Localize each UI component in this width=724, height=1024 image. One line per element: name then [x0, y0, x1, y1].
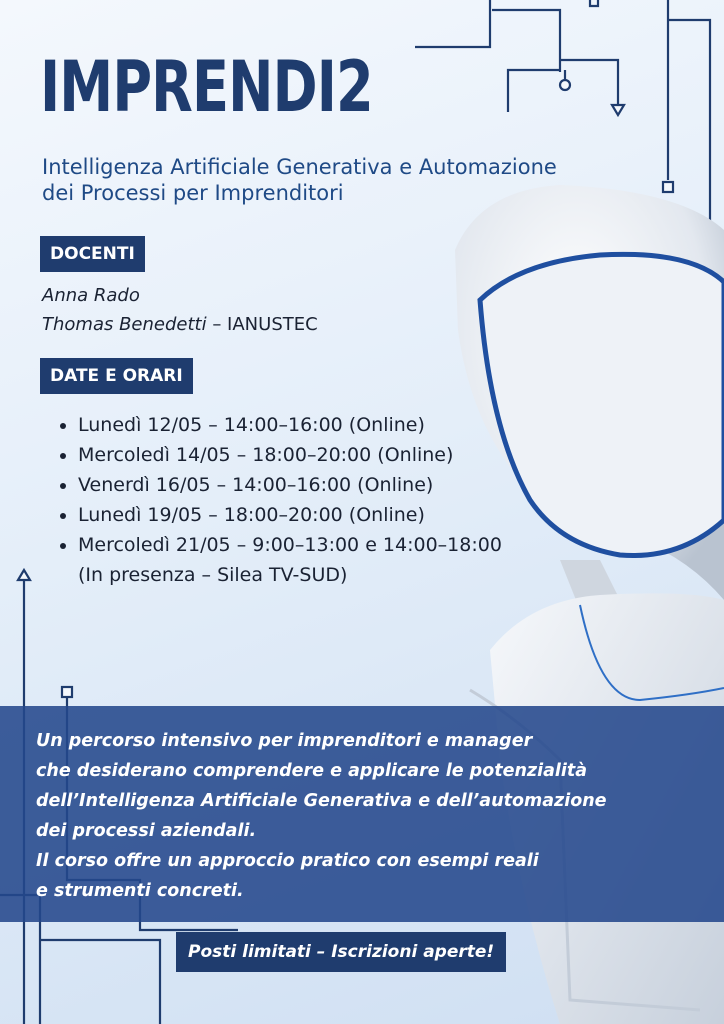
course-description — [36, 726, 706, 906]
schedule-item: • Mercoledì 21/05 – 9:00–13:00 e 14:00–18:00 (In presenza – Silea TV-SUD) — [78, 530, 518, 590]
schedule-item: • Lunedì 12/05 – 14:00–16:00 (Online) — [78, 410, 518, 440]
description-line: Il corso offre un approccio pratico con esempi reali — [36, 851, 539, 871]
subtitle-line: dei Processi per Imprenditori — [42, 181, 344, 205]
teacher-affiliation: – IANUSTEC — [206, 314, 318, 335]
schedule-item: • Venerdì 16/05 – 14:00–16:00 (Online) — [78, 470, 518, 500]
description-line: dell’Intelligenza Artificiale Generativa e dell’automazione — [36, 791, 607, 811]
subtitle-line: Intelligenza Artificiale Generativa e Automazione — [42, 155, 557, 179]
description-line: e strumenti concreti. — [36, 881, 244, 901]
schedule-list — [42, 410, 518, 590]
description-line: che desiderano comprendere e applicare le potenzialità — [36, 761, 588, 781]
teachers-label: DOCENTI — [40, 236, 145, 272]
schedule-item: • Lunedì 19/05 – 18:00–20:00 (Online) — [78, 500, 518, 530]
schedule-item: • Mercoledì 14/05 – 18:00–20:00 (Online) — [78, 440, 518, 470]
teacher-entry — [42, 312, 318, 338]
course-subtitle — [42, 154, 662, 206]
registration-banner: Posti limitati – Iscrizioni aperte! — [176, 932, 506, 972]
teacher-name: Thomas Benedetti — [42, 314, 207, 335]
course-title: IMPRENDI2 — [40, 46, 373, 128]
teacher-entry — [42, 283, 140, 309]
teacher-name: Anna Rado — [42, 285, 140, 306]
description-line: dei processi aziendali. — [36, 821, 257, 841]
schedule-label: DATE E ORARI — [40, 358, 193, 394]
description-line: Un percorso intensivo per imprenditori e manager — [36, 731, 533, 751]
